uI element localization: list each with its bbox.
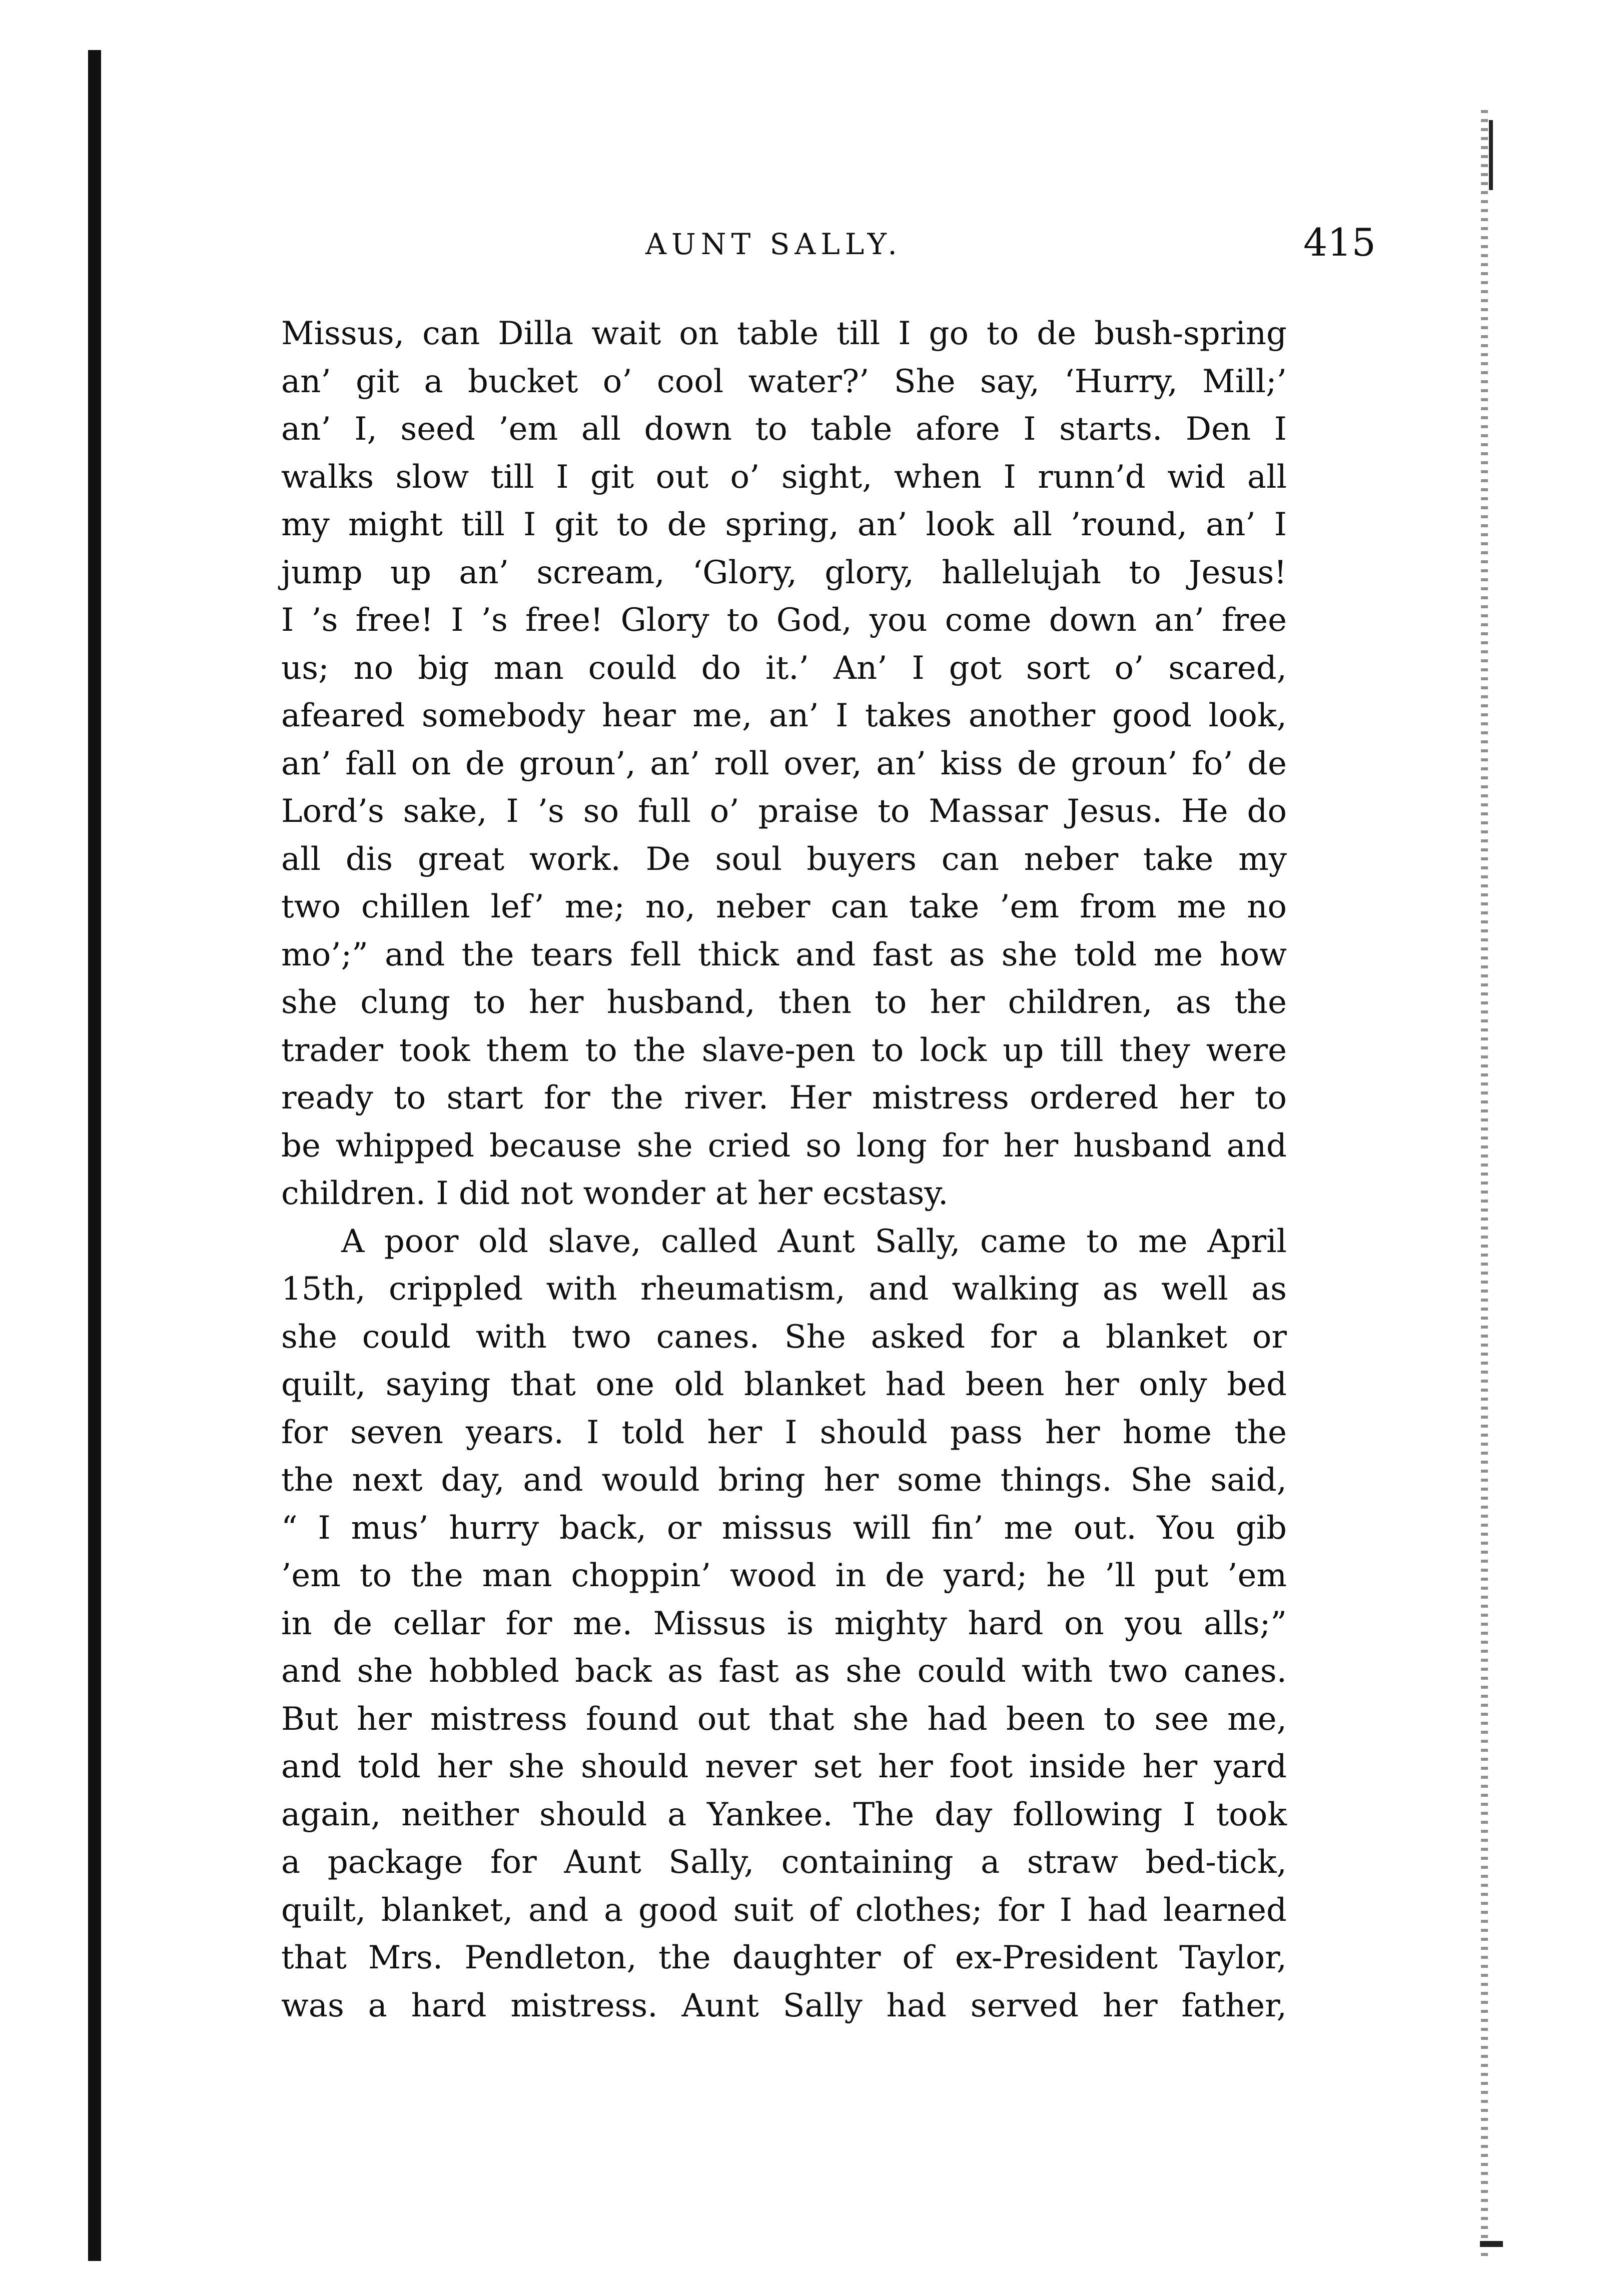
text-line: ’em to the man choppin’ wood in de yard; he ’ll put ’em bbox=[281, 1557, 1287, 1594]
text-line: that Mrs. Pendleton, the daughter of ex-President Taylor, bbox=[281, 1939, 1287, 1976]
text-line: “ I mus’ hurry back, or missus will fin’ me out. You gib bbox=[281, 1509, 1287, 1547]
text-line: ready to start for the river. Her mistress ordered her to bbox=[281, 1079, 1287, 1116]
text-line: quilt, saying that one old blanket had been her only bed bbox=[281, 1366, 1287, 1403]
text-line: afeared somebody hear me, an’ I takes another good look, bbox=[281, 697, 1287, 734]
text-line: was a hard mistress. Aunt Sally had served her father, bbox=[281, 1987, 1287, 2024]
text-line: an’ I, seed ’em all down to table afore I starts. Den I bbox=[281, 411, 1287, 448]
text-line: in de cellar for me. Missus is mighty hard on you alls;” bbox=[281, 1605, 1287, 1642]
text-line-paragraph-start: A poor old slave, called Aunt Sally, came to me April bbox=[341, 1223, 1287, 1260]
text-line-paragraph-end: children. I did not wonder at her ecstasy. bbox=[281, 1175, 949, 1212]
binding-edge-left bbox=[88, 50, 101, 2261]
text-line: be whipped because she cried so long for her husband and bbox=[281, 1127, 1287, 1165]
page-edge-right-top-mark bbox=[1489, 120, 1493, 190]
text-line: Lord’s sake, I ’s so full o’ praise to Massar Jesus. He do bbox=[281, 793, 1287, 830]
text-line: an’ git a bucket o’ cool water?’ She say, ‘Hurry, Mill;’ bbox=[281, 363, 1287, 400]
text-line: mo’;” and the tears fell thick and fast as she told me how bbox=[281, 936, 1287, 973]
text-line: two chillen lef’ me; no, neber can take ’em from me no bbox=[281, 888, 1287, 925]
page-number: 415 bbox=[1303, 220, 1376, 265]
body-text bbox=[281, 310, 1287, 2030]
text-line: an’ fall on de groun’, an’ roll over, an’ kiss de groun’ fo’ de bbox=[281, 745, 1287, 782]
page-edge-right-bottom-mark bbox=[1480, 2241, 1503, 2247]
text-line: she could with two canes. She asked for a blanket or bbox=[281, 1318, 1287, 1356]
text-line: I ’s free! I ’s free! Glory to God, you come down an’ free bbox=[281, 602, 1287, 639]
text-line: But her mistress found out that she had been to see me, bbox=[281, 1700, 1287, 1738]
text-line: the next day, and would bring her some things. She said, bbox=[281, 1462, 1287, 1499]
text-line: and she hobbled back as fast as she could with two canes. bbox=[281, 1653, 1287, 1690]
text-line: Missus, can Dilla wait on table till I go to de bush-spring bbox=[281, 315, 1287, 352]
text-line: all dis great work. De soul buyers can neber take my bbox=[281, 840, 1287, 878]
text-line: us; no big man could do it.’ An’ I got sort o’ scared, bbox=[281, 649, 1287, 687]
page-edge-right bbox=[1481, 110, 1488, 2261]
text-line: quilt, blanket, and a good suit of clothes; for I had learned bbox=[281, 1891, 1287, 1929]
text-line: 15th, crippled with rheumatism, and walking as well as bbox=[281, 1271, 1287, 1308]
text-line: trader took them to the slave-pen to lock up till they were bbox=[281, 1031, 1287, 1069]
text-line: jump up an’ scream, ‘Glory, glory, hallelujah to Jesus! bbox=[281, 554, 1287, 591]
text-line: and told her she should never set her foot inside her yard bbox=[281, 1748, 1287, 1785]
text-line: a package for Aunt Sally, containing a straw bed-tick, bbox=[281, 1844, 1287, 1881]
running-title: AUNT SALLY. bbox=[645, 227, 902, 261]
text-line: walks slow till I git out o’ sight, when I runn’d wid all bbox=[281, 458, 1287, 496]
text-line: again, neither should a Yankee. The day following I took bbox=[281, 1796, 1287, 1833]
text-line: my might till I git to de spring, an’ look all ’round, an’ I bbox=[281, 506, 1287, 543]
text-line: for seven years. I told her I should pass her home the bbox=[281, 1414, 1287, 1451]
running-head bbox=[285, 220, 1396, 280]
text-line: she clung to her husband, then to her children, as the bbox=[281, 984, 1287, 1021]
